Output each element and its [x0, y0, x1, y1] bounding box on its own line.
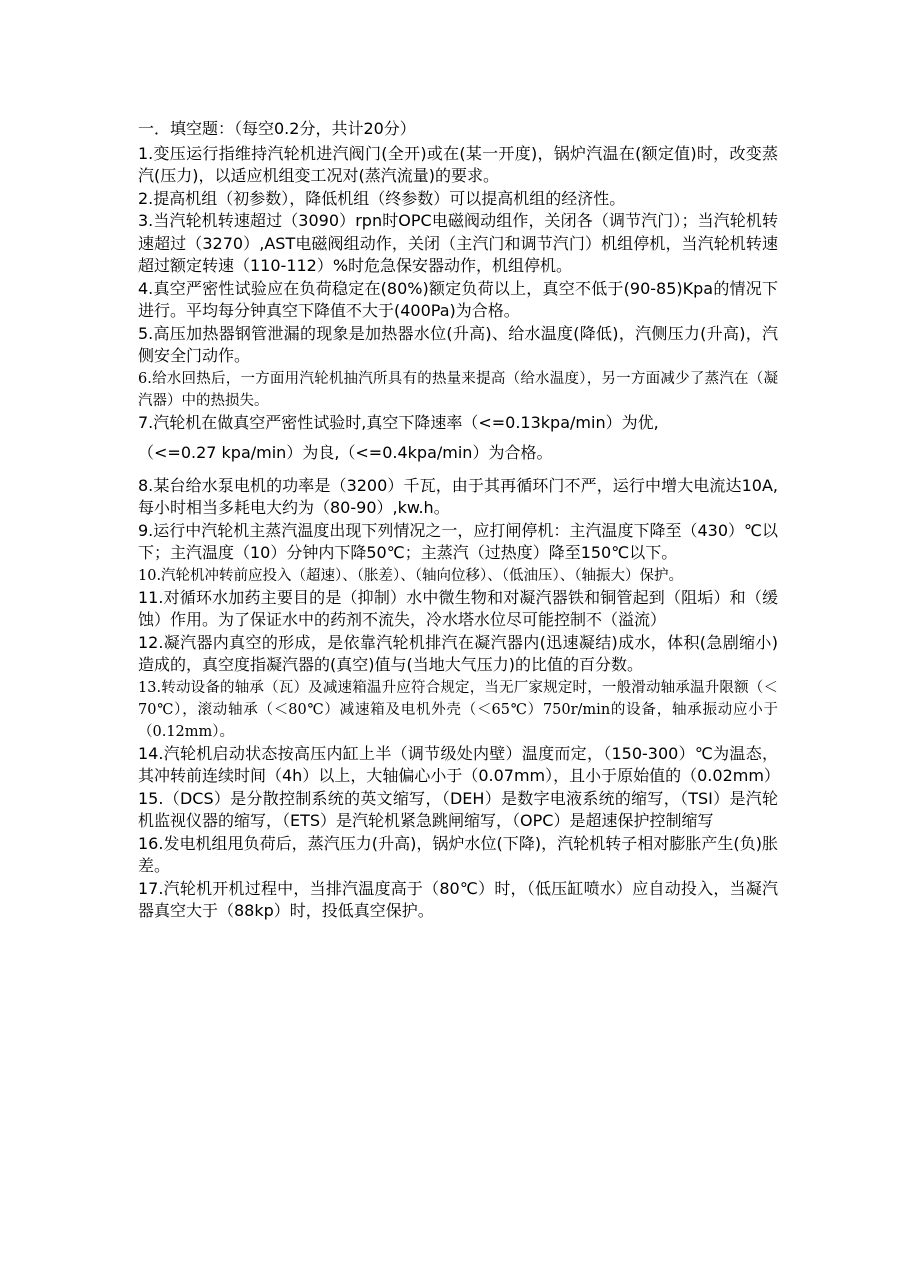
question-7: 7.汽轮机在做真空严密性试验时,真空下降速率（<=0.13kpa/min）为优, — [138, 412, 659, 432]
question-1: 1.变压运行指维持汽轮机进汽阀门(全开)或在(某一开度)，锅炉汽温在(额定值)时，改变蒸汽(压力)，以适应机组变工况对(蒸汽流量)的要求。 — [138, 143, 778, 185]
question-2: 2.提高机组（初参数），降低机组（终参数）可以提高机组的经济性。 — [138, 188, 626, 208]
document-body — [138, 118, 778, 923]
question-12: 12.凝汽器内真空的形成，是依靠汽轮机排汽在凝汽器内(迅速凝结)成水，体积(急剧缩小)造成的，真空度指凝汽器的(真空)值与(当地大气压力)的比值的百分数。 — [138, 632, 778, 674]
question-8: 8.某台给水泵电机的功率是（3200）千瓦，由于其再循环门不严，运行中增大电流达10A,每小时相当多耗电大约为（80-90）,kw.h。 — [138, 475, 778, 517]
question-5: 5.高压加热器钢管泄漏的现象是加热器水位(升高)、给水温度(降低)，汽侧压力(升高)，汽侧安全门动作。 — [138, 323, 778, 365]
question-7-continued: （<=0.27 kpa/min）为良,（<=0.4kpa/min）为合格。 — [138, 443, 553, 462]
question-11: 11.对循环水加药主要目的是（抑制）水中微生物和对凝汽器铁和铜管起到（阻垢）和（缓蚀）作用。为了保证水中的药剂不流失，冷水塔水位尽可能控制不（溢流） — [138, 587, 778, 629]
question-9: 9.运行中汽轮机主蒸汽温度出现下列情况之一，应打闸停机：主汽温度下降至（430）℃以下；主汽温度（10）分钟内下降50℃；主蒸汽（过热度）降至150℃以下。 — [138, 520, 778, 562]
question-14: 14.汽轮机启动状态按高压内缸上半（调节级处内壁）温度而定，（150-300）℃为温态，其冲转前连续时间（4h）以上，大轴偏心小于（0.07mm），且小于原始值的（0.02mm） — [138, 743, 780, 785]
question-4: 4.真空严密性试验应在负荷稳定在(80%)额定负荷以上，真空不低于(90-85)Kpa的情况下进行。平均每分钟真空下降值不大于(400Pa)为合格。 — [138, 278, 778, 320]
question-13: 13.转动设备的轴承（瓦）及减速箱温升应符合规定，当无厂家规定时，一般滑动轴承温升限额（＜70℃），滚动轴承（＜80℃）减速箱及电机外壳（＜65℃）750r/min的设备，轴承振动应小于（0.12mm）。 — [138, 679, 778, 740]
question-15: 15.（DCS）是分散控制系统的英文缩写，（DEH）是数字电液系统的缩写，（TSI）是汽轮机监视仪器的缩写，（ETS）是汽轮机紧急跳闸缩写，（OPC）是超速保护控制缩写 — [138, 788, 778, 830]
question-16: 16.发电机组甩负荷后，蒸汽压力(升高)，锅炉水位(下降)，汽轮机转子相对膨胀产生(负)胀差。 — [138, 833, 778, 875]
question-10: 10.汽轮机冲转前应投入（超速）、（胀差）、（轴向位移）、（低油压）、（轴振大）保护。 — [138, 567, 684, 584]
section-heading: 一．填空题：（每空0.2分，共计20分） — [138, 119, 416, 138]
question-6: 6.给水回热后，一方面用汽轮机抽汽所具有的热量来提高（给水温度），另一方面减少了蒸汽在（凝汽器）中的热损失。 — [138, 370, 778, 409]
question-17: 17.汽轮机开机过程中，当排汽温度高于（80℃）时，（低压缸喷水）应自动投入，当凝汽器真空大于（88kp）时，投低真空保护。 — [138, 878, 778, 920]
question-3: 3.当汽轮机转速超过（3090）rpn时OPC电磁阀动组作，关闭各（调节汽门）；当汽轮机转速超过（3270）,AST电磁阀组动作，关闭（主汽门和调节汽门）机组停机，当汽轮机转速超过额定转速（110-112）%时危急保安器动作，机组停机。 — [138, 211, 778, 275]
